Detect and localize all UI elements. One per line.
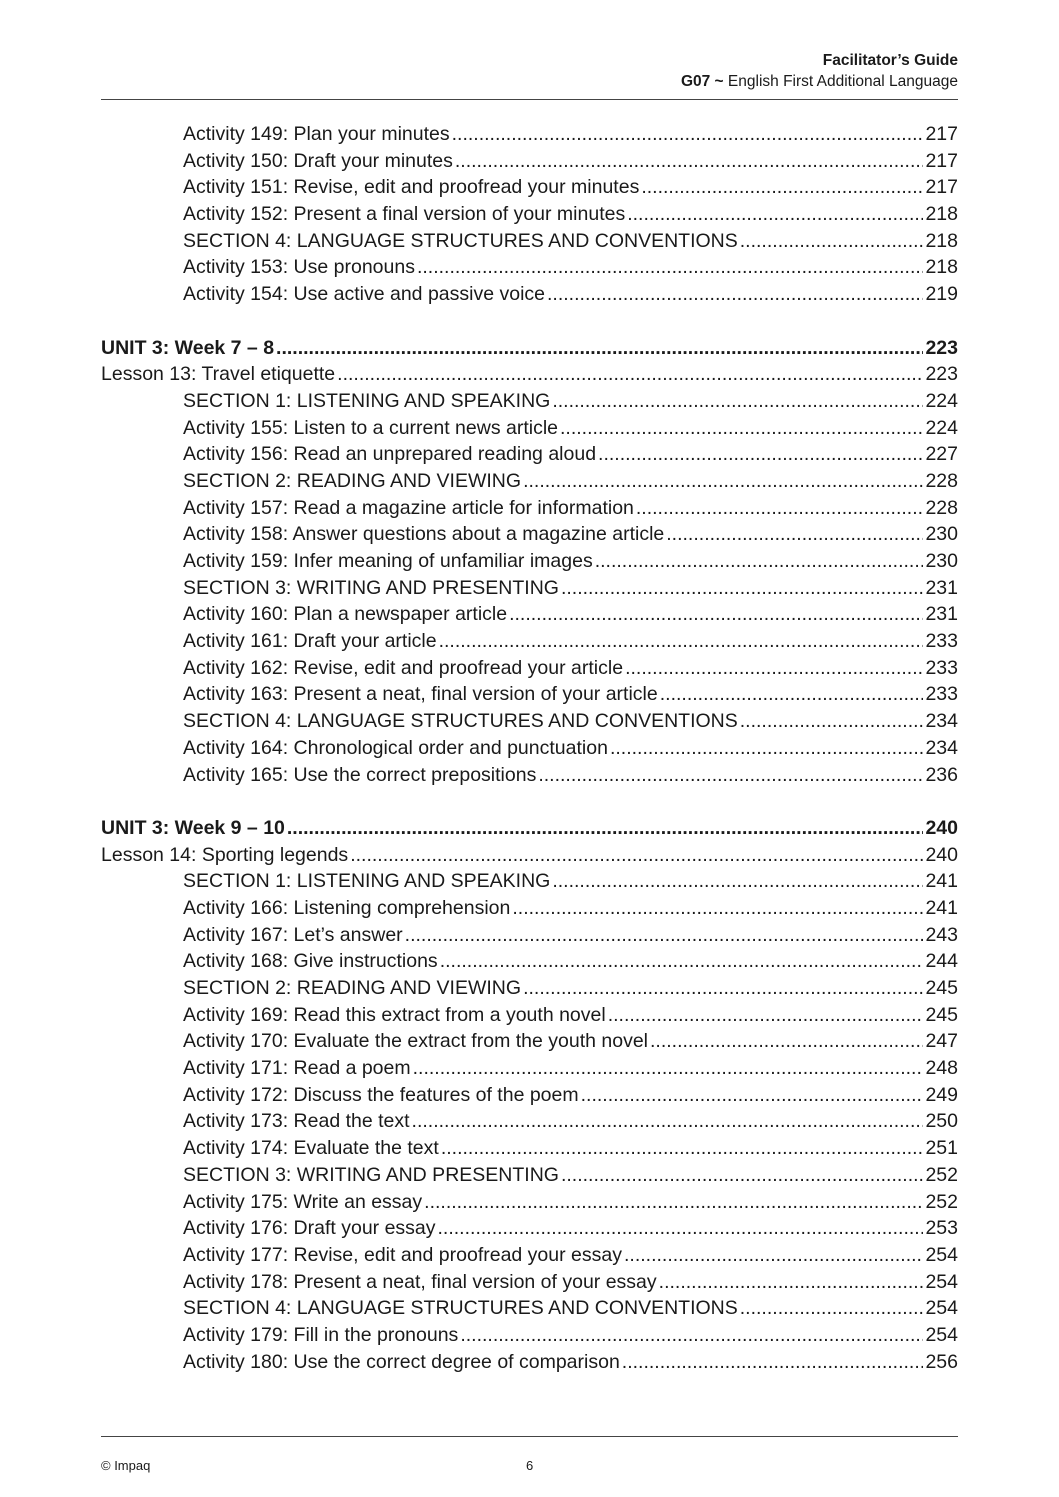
toc-entry-page: 218 xyxy=(925,229,958,252)
toc-entry-label: Activity 153: Use pronouns xyxy=(183,256,415,279)
toc-entry-label: Activity 179: Fill in the pronouns xyxy=(183,1323,459,1346)
toc-entry[interactable] xyxy=(101,681,958,708)
toc-leader-dots xyxy=(608,1002,924,1029)
toc-entry-label: Activity 168: Give instructions xyxy=(183,950,438,973)
toc-entry-page: 250 xyxy=(925,1110,958,1133)
toc-entry[interactable] xyxy=(101,655,958,682)
toc-entry-label: Activity 159: Infer meaning of unfamiliar images xyxy=(183,550,593,572)
toc-leader-dots xyxy=(438,1215,924,1242)
toc-entry[interactable] xyxy=(101,335,958,362)
toc-entry[interactable] xyxy=(101,601,958,628)
toc-leader-dots xyxy=(560,415,923,442)
toc-leader-dots xyxy=(405,922,924,949)
toc-entry[interactable] xyxy=(101,1269,958,1296)
toc-entry[interactable] xyxy=(101,1322,958,1349)
toc-entry-label: Activity 163: Present a neat, final version of your article xyxy=(183,683,658,706)
toc-entry-page: 217 xyxy=(925,176,958,199)
toc-spacer xyxy=(101,308,958,335)
toc-leader-dots xyxy=(547,281,923,308)
toc-entry[interactable] xyxy=(101,815,958,842)
toc-entry-page: 249 xyxy=(925,1083,958,1106)
toc-entry-label: SECTION 4: LANGUAGE STRUCTURES AND CONVENTIONS xyxy=(183,710,738,733)
toc-leader-dots xyxy=(424,1189,923,1216)
toc-leader-dots xyxy=(740,1295,924,1322)
toc-entry-page: 224 xyxy=(925,389,958,412)
toc-entry-label: Activity 162: Revise, edit and proofread your article xyxy=(183,656,624,679)
toc-entry-label: Activity 180: Use the correct degree of comparison xyxy=(183,1350,620,1373)
toc-entry-page: 217 xyxy=(925,149,958,172)
toc-entry-label: Activity 149: Plan your minutes xyxy=(183,123,450,145)
toc-entry-label: Activity 170: Evaluate the extract from the youth novel xyxy=(183,1030,648,1053)
toc-entry[interactable] xyxy=(101,1135,958,1162)
toc-entry-page: 253 xyxy=(925,1217,958,1240)
toc-entry-label: SECTION 2: READING AND VIEWING xyxy=(183,977,522,999)
toc-leader-dots xyxy=(610,735,924,762)
toc-entry[interactable] xyxy=(101,148,958,175)
toc-entry-page: 230 xyxy=(925,550,958,572)
toc-entry[interactable] xyxy=(101,254,958,281)
header-divider xyxy=(101,99,958,100)
toc-leader-dots xyxy=(509,601,923,628)
toc-entry-page: 248 xyxy=(925,1057,958,1080)
toc-entry-label: UNIT 3: Week 7 – 8 xyxy=(101,336,275,359)
toc-entry[interactable] xyxy=(101,762,958,789)
toc-entry[interactable] xyxy=(101,895,958,922)
toc-entry-label: Activity 151: Revise, edit and proofread your minutes xyxy=(183,176,640,199)
toc-entry[interactable] xyxy=(101,575,958,602)
subject-name: English First Additional Language xyxy=(727,73,958,90)
toc-leader-dots xyxy=(561,1162,923,1189)
toc-entry-label: Activity 158: Answer questions about a magazine article xyxy=(183,523,665,546)
toc-leader-dots xyxy=(413,1055,924,1082)
toc-entry-page: 233 xyxy=(925,656,958,679)
toc-entry-page: 231 xyxy=(925,576,958,599)
toc-entry-label: Activity 176: Draft your essay xyxy=(183,1217,436,1240)
toc-leader-dots xyxy=(622,1349,924,1376)
toc-entry-label: Lesson 13: Travel etiquette xyxy=(101,363,336,386)
toc-entry-page: 228 xyxy=(925,469,958,492)
toc-leader-dots xyxy=(512,895,923,922)
toc-leader-dots xyxy=(452,121,924,148)
toc-entry[interactable] xyxy=(101,1082,958,1109)
toc-leader-dots xyxy=(287,815,924,842)
toc-entry-page: 219 xyxy=(925,283,958,306)
toc-entry-page: 218 xyxy=(925,256,958,279)
toc-entry-label: Activity 169: Read this extract from a youth novel xyxy=(183,1003,606,1026)
toc-entry[interactable] xyxy=(101,521,958,548)
toc-entry-page: 227 xyxy=(925,443,958,466)
toc-entry-page: 240 xyxy=(925,816,958,839)
toc-entry-page: 245 xyxy=(925,977,958,999)
toc-entry[interactable] xyxy=(101,842,958,869)
page-header xyxy=(681,50,958,92)
toc-entry-label: Activity 177: Revise, edit and proofread your essay xyxy=(183,1243,622,1266)
toc-entry[interactable] xyxy=(101,1028,958,1055)
toc-leader-dots xyxy=(412,1108,924,1135)
toc-leader-dots xyxy=(552,388,923,415)
toc-entry-label: Activity 171: Read a poem xyxy=(183,1057,411,1080)
toc-leader-dots xyxy=(523,975,923,1002)
toc-entry-page: 240 xyxy=(925,843,958,866)
toc-entry-page: 241 xyxy=(925,870,958,893)
toc-entry-label: SECTION 3: WRITING AND PRESENTING xyxy=(183,576,559,599)
toc-entry[interactable] xyxy=(101,174,958,201)
toc-entry-page: 251 xyxy=(925,1137,958,1160)
toc-entry-page: 231 xyxy=(925,603,958,626)
toc-entry[interactable] xyxy=(101,628,958,655)
toc-entry-label: SECTION 3: WRITING AND PRESENTING xyxy=(183,1163,559,1186)
toc-entry[interactable] xyxy=(101,495,958,522)
toc-entry-page: 252 xyxy=(925,1163,958,1186)
toc-entry[interactable] xyxy=(101,1189,958,1216)
toc-leader-dots xyxy=(417,254,924,281)
toc-entry[interactable] xyxy=(101,361,958,388)
toc-leader-dots xyxy=(561,575,923,602)
toc-entry-page: 224 xyxy=(925,416,958,439)
toc-entry-label: Activity 157: Read a magazine article for information xyxy=(183,496,634,519)
footer-divider xyxy=(101,1436,958,1437)
toc-entry[interactable] xyxy=(101,735,958,762)
toc-entry-label: Activity 155: Listen to a current news article xyxy=(183,416,559,439)
toc-entry[interactable] xyxy=(101,1108,958,1135)
toc-leader-dots xyxy=(350,842,923,869)
toc-leader-dots xyxy=(441,1135,924,1162)
toc-entry[interactable] xyxy=(101,1295,958,1322)
toc-entry-label: SECTION 1: LISTENING AND SPEAKING xyxy=(183,870,551,893)
toc-leader-dots xyxy=(598,441,923,468)
toc-entry-label: SECTION 2: READING AND VIEWING xyxy=(183,469,522,492)
toc-leader-dots xyxy=(660,681,924,708)
toc-entry[interactable] xyxy=(101,1162,958,1189)
toc-entry-label: Activity 174: Evaluate the text xyxy=(183,1137,439,1160)
toc-entry[interactable] xyxy=(101,281,958,308)
toc-entry-page: 252 xyxy=(925,1190,958,1213)
toc-entry-page: 233 xyxy=(925,683,958,706)
toc-entry[interactable] xyxy=(101,468,958,495)
toc-leader-dots xyxy=(552,868,923,895)
toc-entry-label: SECTION 4: LANGUAGE STRUCTURES AND CONVENTIONS xyxy=(183,1297,738,1320)
toc-entry-page: 223 xyxy=(925,336,958,359)
toc-entry-page: 228 xyxy=(925,496,958,519)
toc-entry-page: 245 xyxy=(925,1003,958,1026)
toc-entry-page: 234 xyxy=(925,710,958,733)
copyright-text: © Impaq xyxy=(101,1458,151,1473)
toc-entry[interactable] xyxy=(101,948,958,975)
toc-entry-label: SECTION 1: LISTENING AND SPEAKING xyxy=(183,389,551,412)
toc-leader-dots xyxy=(641,174,923,201)
toc-leader-dots xyxy=(439,628,924,655)
toc-leader-dots xyxy=(276,335,923,362)
toc-entry-page: 230 xyxy=(925,523,958,546)
toc-entry[interactable] xyxy=(101,441,958,468)
toc-entry-page: 241 xyxy=(925,896,958,919)
toc-entry-label: Activity 152: Present a final version of your minutes xyxy=(183,203,626,226)
toc-entry[interactable] xyxy=(101,121,958,148)
toc-entry[interactable] xyxy=(101,1242,958,1269)
toc-entry-label: SECTION 4: LANGUAGE STRUCTURES AND CONVENTIONS xyxy=(183,229,738,252)
toc-leader-dots xyxy=(455,148,924,175)
toc-entry[interactable] xyxy=(101,201,958,228)
table-of-contents xyxy=(101,121,958,1375)
toc-entry-label: UNIT 3: Week 9 – 10 xyxy=(101,816,285,839)
toc-entry-page: 218 xyxy=(925,203,958,226)
toc-leader-dots xyxy=(740,228,924,255)
toc-entry-label: Activity 175: Write an essay xyxy=(183,1190,423,1213)
toc-entry[interactable] xyxy=(101,922,958,949)
toc-entry-label: Activity 160: Plan a newspaper article xyxy=(183,603,508,626)
toc-entry-label: Activity 156: Read an unprepared reading aloud xyxy=(183,443,597,466)
toc-leader-dots xyxy=(460,1322,923,1349)
toc-entry-page: 236 xyxy=(925,763,958,786)
toc-entry[interactable] xyxy=(101,548,958,575)
toc-leader-dots xyxy=(581,1082,924,1109)
toc-leader-dots xyxy=(636,495,924,522)
toc-entry[interactable] xyxy=(101,868,958,895)
toc-leader-dots xyxy=(659,1269,924,1296)
page-number: 6 xyxy=(526,1458,534,1473)
toc-entry-label: Activity 150: Draft your minutes xyxy=(183,149,453,172)
toc-entry[interactable] xyxy=(101,1002,958,1029)
toc-spacer xyxy=(101,788,958,815)
toc-entry-page: 247 xyxy=(925,1030,958,1053)
grade-code: G07 ~ xyxy=(680,73,724,90)
toc-entry-page: 254 xyxy=(925,1270,958,1293)
toc-leader-dots xyxy=(523,468,923,495)
toc-entry-page: 223 xyxy=(925,363,958,386)
toc-leader-dots xyxy=(650,1028,923,1055)
toc-entry-label: Lesson 14: Sporting legends xyxy=(101,843,349,866)
toc-leader-dots xyxy=(625,655,923,682)
toc-entry-label: Activity 172: Discuss the features of the poem xyxy=(183,1083,579,1106)
toc-entry[interactable] xyxy=(101,388,958,415)
subject-line xyxy=(681,71,958,92)
toc-entry-page: 254 xyxy=(925,1297,958,1320)
toc-entry-page: 233 xyxy=(925,630,958,653)
toc-entry-label: Activity 178: Present a neat, final version of your essay xyxy=(183,1270,657,1293)
toc-entry[interactable] xyxy=(101,708,958,735)
toc-entry[interactable] xyxy=(101,1215,958,1242)
toc-leader-dots xyxy=(666,521,923,548)
guide-title: Facilitator’s Guide xyxy=(822,52,958,69)
toc-entry-label: Activity 166: Listening comprehension xyxy=(183,896,511,919)
toc-entry-label: Activity 161: Draft your article xyxy=(183,630,437,653)
toc-entry-page: 254 xyxy=(925,1323,958,1346)
toc-leader-dots xyxy=(440,948,924,975)
toc-entry-label: Activity 167: Let’s answer xyxy=(183,923,403,946)
toc-entry-page: 217 xyxy=(925,123,958,145)
toc-entry[interactable] xyxy=(101,228,958,255)
toc-leader-dots xyxy=(627,201,923,228)
toc-entry-page: 243 xyxy=(925,923,958,946)
toc-entry-label: Activity 165: Use the correct prepositions xyxy=(183,763,537,786)
toc-leader-dots xyxy=(624,1242,923,1269)
toc-entry[interactable] xyxy=(101,415,958,442)
toc-leader-dots xyxy=(595,548,924,575)
toc-entry[interactable] xyxy=(101,1055,958,1082)
toc-entry-label: Activity 164: Chronological order and punctuation xyxy=(183,736,608,759)
toc-entry[interactable] xyxy=(101,1349,958,1376)
toc-entry[interactable] xyxy=(101,975,958,1002)
toc-entry-page: 256 xyxy=(925,1350,958,1373)
toc-entry-page: 234 xyxy=(925,736,958,759)
toc-entry-label: Activity 154: Use active and passive voice xyxy=(183,283,546,306)
toc-entry-page: 254 xyxy=(925,1243,958,1266)
toc-leader-dots xyxy=(740,708,924,735)
toc-leader-dots xyxy=(337,361,923,388)
toc-entry-page: 244 xyxy=(925,950,958,973)
toc-leader-dots xyxy=(538,762,923,789)
toc-entry-label: Activity 173: Read the text xyxy=(183,1110,410,1133)
